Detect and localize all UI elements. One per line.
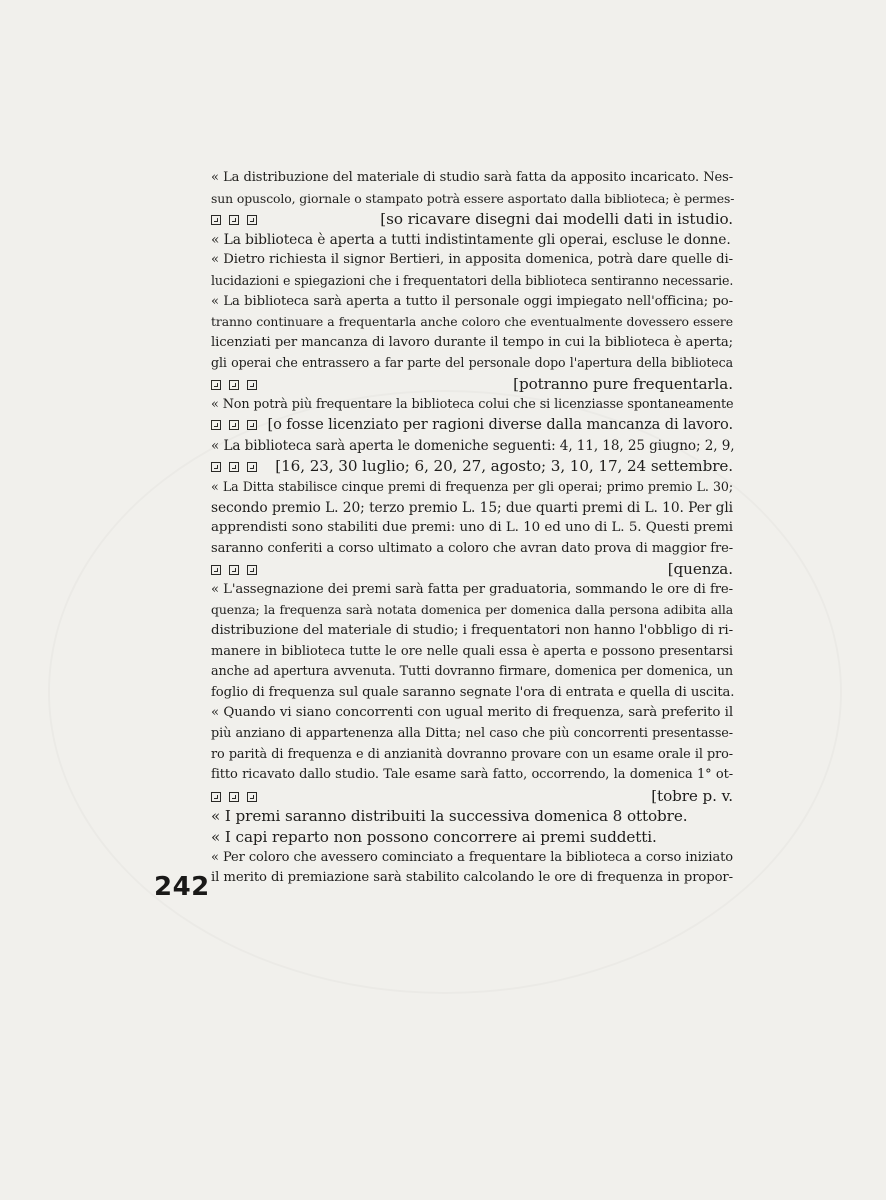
square-fleuron-icon [247,215,257,225]
text-line [211,868,733,889]
text-line [211,662,733,683]
line-text: distribuzione del materiale di studio; i frequentatori non hanno l'obbligo di ri- [211,623,733,639]
text-line [211,374,733,395]
line-text: [o fosse licenziato per ragioni diverse dalla mancanza di lavoro. [267,416,733,434]
fleuron-ornaments [211,379,257,389]
text-line [211,456,733,477]
line-text: « La biblioteca sarà aperta le domeniche seguenti: 4, 11, 18, 25 giugno; 2, 9, [211,437,735,454]
line-text: fitto ricavato dallo studio. Tale esame sarà fatto, occorrendo, la domenica 1° ot- [211,767,733,783]
text-line [211,806,733,827]
line-text: « La biblioteca sarà aperta a tutto il personale oggi impiegato nell'officina; po- [211,293,733,309]
text-line [211,168,733,189]
line-text: « I premi saranno distribuiti la successiva domenica 8 ottobre. [211,807,688,826]
square-fleuron-icon [211,380,221,390]
line-text: foglio di frequenza sul quale saranno segnate l'ora di entrata e quella di uscita. [211,684,735,700]
line-text: saranno conferiti a corso ultimato a coloro che avran dato prova di maggior fre- [211,540,733,556]
text-line [211,333,733,354]
line-text: sun opuscolo, giornale o stampato potrà essere asportato dalla biblioteca; è permes- [211,190,735,206]
text-line [211,436,733,457]
square-fleuron-icon [247,380,257,390]
square-fleuron-icon [211,215,221,225]
text-line [211,600,733,621]
text-line [211,189,733,210]
line-text: secondo premio L. 20; terzo premio L. 15; due quarti premi di L. 10. Per gli [211,499,733,516]
line-text: il merito di premiazione sarà stabilito calcolando le ore di frequenza in propor- [211,870,733,886]
line-text: « La biblioteca è aperta a tutti indistintamente gli operai, escluse le donne. [211,231,731,248]
text-line [211,848,733,869]
fleuron-ornaments [211,564,257,574]
line-text: anche ad apertura avvenuta. Tutti dovranno firmare, domenica per domenica, un [211,664,733,680]
text-line [211,786,733,807]
text-line [211,765,733,786]
line-text: manere in biblioteca tutte le ore nelle quali essa è aperta e possono presentarsi [211,643,733,659]
line-text: « Dietro richiesta il signor Bertieri, in apposita domenica, potrà dare quelle di- [211,252,733,268]
line-text: più anziano di appartenenza alla Ditta; nel caso che più concorrenti presentasse- [211,726,733,742]
square-fleuron-icon [211,792,221,802]
square-fleuron-icon [229,462,239,472]
text-line [211,312,733,333]
square-fleuron-icon [229,792,239,802]
line-text: gli operai che entrassero a far parte del personale dopo l'apertura della biblioteca [211,355,733,371]
line-text: [quenza. [667,560,733,579]
square-fleuron-icon [229,565,239,575]
text-line [211,477,733,498]
page-number: 242 [154,872,210,902]
text-line [211,621,733,642]
text-line [211,395,733,416]
square-fleuron-icon [247,565,257,575]
body-text [211,168,733,889]
square-fleuron-icon [247,420,257,430]
line-text: « Non potrà più frequentare la biblioteca colui che si licenziasse spontaneamente [211,396,734,412]
text-line [211,353,733,374]
text-line [211,539,733,560]
square-fleuron-icon [247,792,257,802]
line-text: tranno continuare a frequentarla anche coloro che eventualmente dovessero essere [211,314,733,330]
fleuron-ornaments [211,791,257,801]
square-fleuron-icon [229,420,239,430]
line-text: [16, 23, 30 luglio; 6, 20, 27, agosto; 3, 10, 17, 24 settembre. [275,457,733,476]
line-text: « I capi reparto non possono concorrere ai premi suddetti. [211,828,657,846]
square-fleuron-icon [211,565,221,575]
fleuron-ornaments [211,461,257,471]
square-fleuron-icon [247,462,257,472]
text-line [211,703,733,724]
line-text: « L'assegnazione dei premi sarà fatta per graduatoria, sommando le ore di fre- [211,581,733,597]
fleuron-ornaments [211,214,257,224]
text-line [211,498,733,519]
square-fleuron-icon [229,215,239,225]
line-text: « Per coloro che avessero cominciato a frequentare la biblioteca a corso iniziato [211,849,733,865]
line-text: [potranno pure frequentarla. [513,374,733,393]
text-line [211,250,733,271]
line-text: apprendisti sono stabiliti due premi: uno di L. 10 ed uno di L. 5. Questi premi [211,520,733,536]
fleuron-ornaments [211,419,257,429]
text-line [211,580,733,601]
text-line [211,518,733,539]
square-fleuron-icon [211,462,221,472]
line-text: « La distribuzione del materiale di studio sarà fatta da apposito incaricato. Nes- [211,170,733,185]
text-line [211,745,733,766]
line-text: « La Ditta stabilisce cinque premi di frequenza per gli operai; primo premio L. 30; [211,478,733,494]
line-text: [so ricavare disegni dai modelli dati in istudio. [380,210,733,229]
square-fleuron-icon [229,380,239,390]
text-line [211,230,733,251]
text-line [211,724,733,745]
text-line [211,683,733,704]
line-text: [tobre p. v. [651,786,733,805]
line-text: « Quando vi siano concorrenti con ugual merito di frequenza, sarà preferito il [211,705,733,721]
line-text: ro parità di frequenza e di anzianità dovranno provare con un esame orale il pro- [211,746,733,762]
line-text: quenza; la frequenza sarà notata domenica per domenica dalla persona adibita alla [211,602,733,618]
line-text: licenziati per mancanza di lavoro durante il tempo in cui la biblioteca è aperta; [211,334,733,350]
text-line [211,559,733,580]
text-line [211,415,733,436]
text-line [211,827,733,848]
text-line [211,271,733,292]
square-fleuron-icon [211,420,221,430]
line-text: lucidazioni e spiegazioni che i frequentatori della biblioteca sentiranno necessarie. [211,272,734,288]
text-line [211,209,733,230]
text-line [211,292,733,313]
text-line [211,642,733,663]
